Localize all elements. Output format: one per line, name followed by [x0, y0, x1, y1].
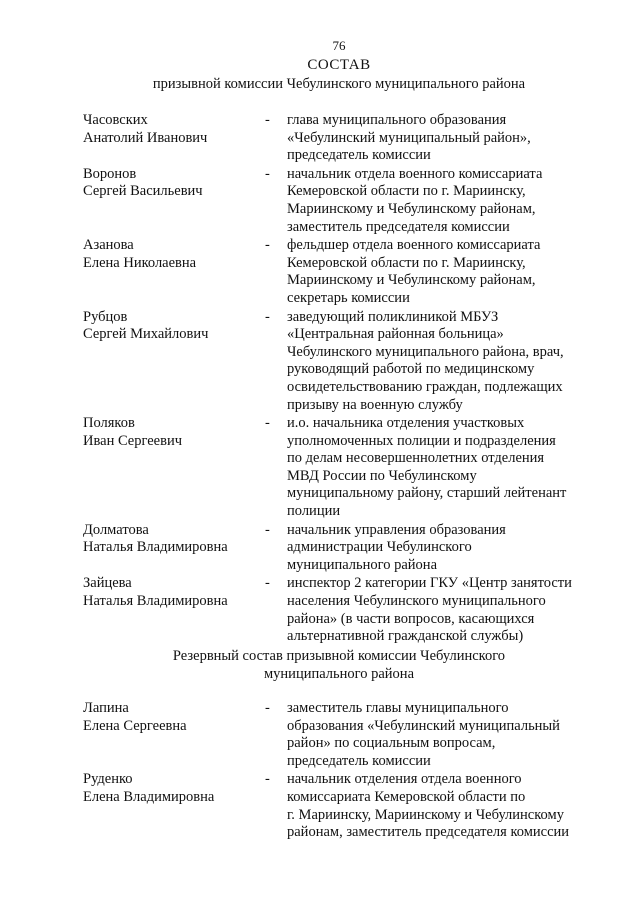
member-dash: -	[265, 308, 270, 325]
member-name: Часовских Анатолий Иванович	[83, 112, 208, 146]
member-row	[0, 415, 640, 521]
member-row	[0, 309, 640, 415]
member-name: Зайцева Наталья Владимировна	[83, 575, 228, 610]
reserve-section-title: Резервный состав призывной комиссии Чебулинского муниципального района	[172, 648, 506, 682]
member-dash: -	[265, 237, 270, 254]
member-row	[0, 522, 640, 575]
member-row	[0, 575, 640, 645]
page-number: 76	[332, 38, 346, 53]
member-duty: инспектор 2 категории ГКУ «Центр занятости населения Чебулинского муниципального района» (в части вопросов, касающихся альтернативной гражданской службы)	[287, 575, 572, 645]
member-name: Долматова Наталья Владимировна	[83, 521, 228, 556]
member-duty: начальник отделения отдела военного комиссариата Кемеровской области по г. Мариинску, Мариинскому и Чебулинскому районам, заместитель председателя комиссии	[287, 771, 570, 841]
reserve-members-list	[0, 700, 640, 843]
member-duty: глава муниципального образования «Чебулинский муниципальный район», председатель комиссии	[287, 112, 531, 164]
member-duty: заместитель главы муниципального образования «Чебулинский муниципальный район» по социальным вопросам, председатель комиссии	[287, 700, 560, 769]
member-duty: фельдшер отдела военного комиссариата Кемеровской области по г. Мариинску, Мариинскому и Чебулинскому районам, секретарь комиссии	[287, 237, 541, 306]
member-duty: и.о. начальника отделения участковых уполномоченных полиции и подразделения по делам несовершеннолетних отделения МВД России по Чебулинскому муниципальному району, старший лейтенант полиции	[287, 415, 567, 520]
member-row	[0, 166, 640, 236]
member-dash: -	[265, 700, 270, 716]
member-name: Рубцов Сергей Михайлович	[83, 308, 209, 343]
document-title: СОСТАВ	[307, 57, 371, 73]
member-dash: -	[265, 521, 270, 538]
member-dash: -	[265, 575, 270, 592]
member-name: Воронов Сергей Васильевич	[83, 165, 203, 200]
member-name: Поляков Иван Сергеевич	[83, 415, 183, 449]
member-dash: -	[265, 771, 270, 788]
member-row	[0, 237, 640, 307]
member-duty: начальник управления образования администрации Чебулинского муниципального района	[287, 521, 506, 573]
member-name: Лапина Елена Сергеевна	[83, 700, 187, 734]
member-dash: -	[265, 165, 270, 182]
main-members-list	[0, 112, 640, 647]
member-name: Азанова Елена Николаевна	[83, 237, 197, 271]
document-subtitle: призывной комиссии Чебулинского муниципального района	[152, 76, 526, 92]
member-dash: -	[265, 415, 270, 432]
member-name: Руденко Елена Владимировна	[83, 771, 215, 805]
member-row	[0, 771, 640, 841]
member-dash: -	[265, 112, 270, 128]
member-row	[0, 112, 640, 165]
member-duty: начальник отдела военного комиссариата Кемеровской области по г. Мариинску, Мариинскому и Чебулинскому районам, заместитель председателя комиссии	[287, 165, 543, 235]
member-row	[0, 700, 640, 770]
member-duty: заведующий поликлиникой МБУЗ «Центральная районная больница» Чебулинского муниципального района, врач, руководящий работой по медицинскому освидетельствованию граждан, подлежащих призыву на военную службу	[287, 308, 564, 413]
